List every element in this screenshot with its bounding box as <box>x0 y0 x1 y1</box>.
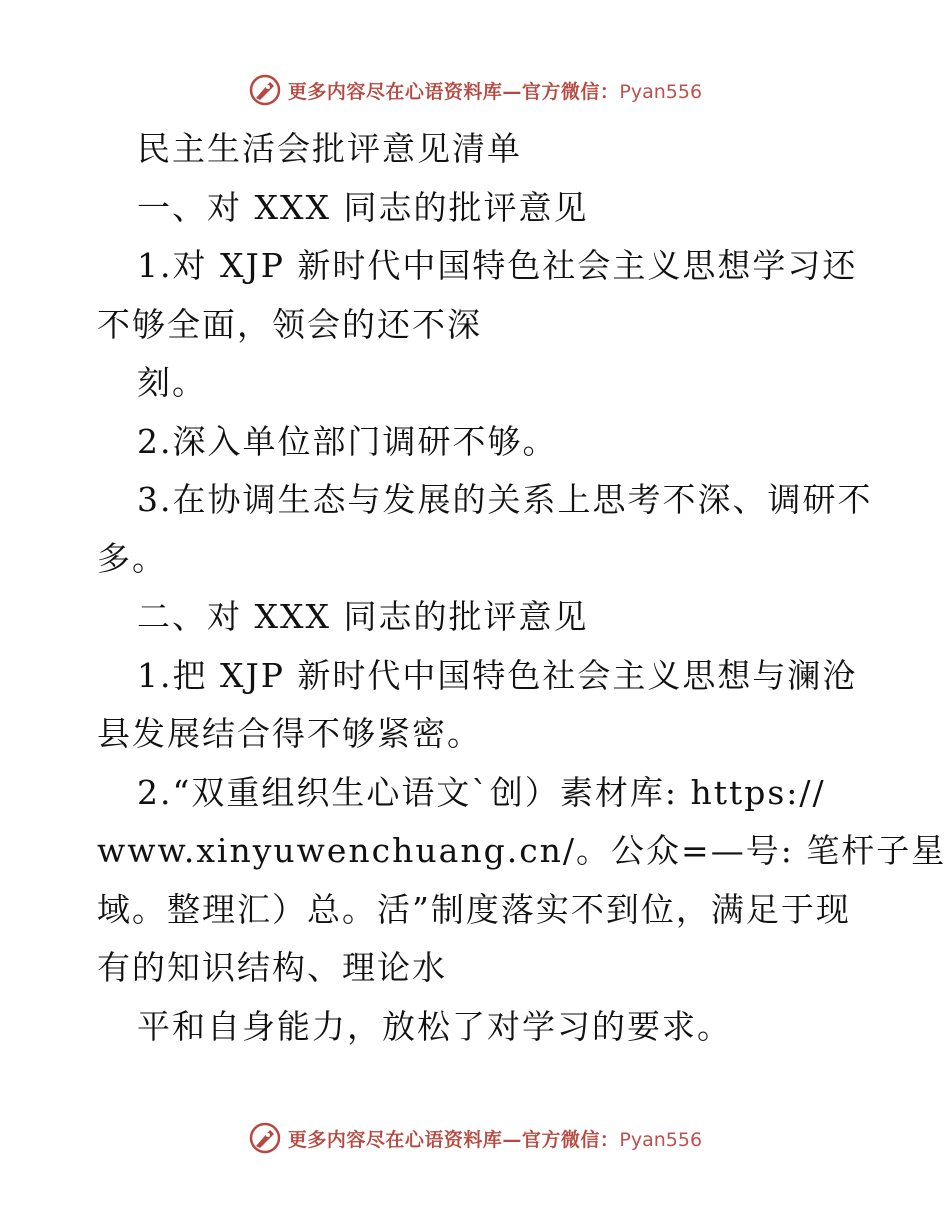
paragraph-line: 域。整理汇）总。活”制度落实不到位，满足于现 <box>97 889 851 929</box>
paragraph-line: www.xinyuwenchuang.cn/。公众=—号: 笔杆子星 <box>97 831 947 870</box>
document-body <box>97 120 947 1056</box>
paragraph-line: 有的知识结构、理论水 <box>97 948 447 987</box>
banner-text: 更多内容尽在心语资料库—官方微信：Pyan556 <box>287 1128 703 1151</box>
banner-text: 更多内容尽在心语资料库—官方微信：Pyan556 <box>287 80 703 103</box>
paragraph-line: 平和自身能力，放松了对学习的要求。 <box>137 1006 732 1046</box>
paragraph-line: 刻。 <box>137 363 207 402</box>
pen-nib-logo-icon <box>248 1121 282 1155</box>
section-heading-1: 一、对 XXX 同志的批评意见 <box>137 187 589 227</box>
paragraph-line: 2.深入单位部门调研不够。 <box>137 421 558 461</box>
paragraph-line: 2.“双重组织生心语文`创）素材库: https:// <box>137 772 826 812</box>
paragraph-line: 县发展结合得不够紧密。 <box>97 714 482 753</box>
paragraph-line: 3.在协调生态与发展的关系上思考不深、调研不 <box>137 480 873 519</box>
document-title: 民主生活会批评意见清单 <box>137 129 522 168</box>
footer-banner <box>0 1118 950 1158</box>
paragraph-line: 1.把 XJP 新时代中国特色社会主义思想与澜沧 <box>137 655 858 695</box>
paragraph-line: 不够全面，领会的还不深 <box>97 304 482 344</box>
paragraph-line: 多。 <box>97 538 167 578</box>
pen-nib-logo-icon <box>248 73 282 107</box>
section-heading-2: 二、对 XXX 同志的批评意见 <box>137 597 589 636</box>
header-banner <box>0 70 950 110</box>
paragraph-line: 1.对 XJP 新时代中国特色社会主义思想学习还 <box>137 246 858 285</box>
